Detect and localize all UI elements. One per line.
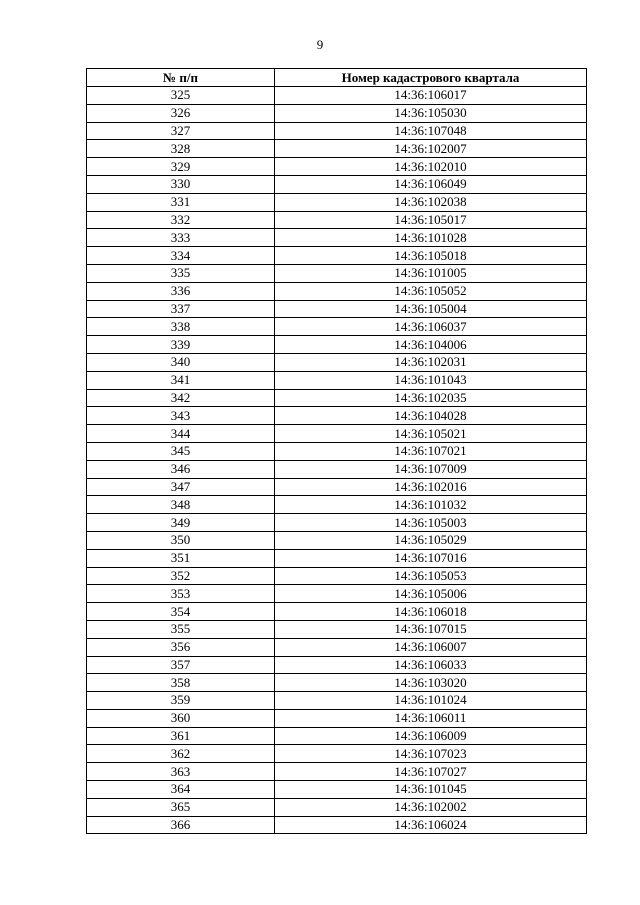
table-row <box>87 585 587 603</box>
row-index-cell: 331 <box>87 193 275 211</box>
table-row <box>87 104 587 122</box>
cadastral-number-cell: 14:36:107021 <box>275 442 587 460</box>
row-index-cell: 328 <box>87 140 275 158</box>
cadastral-number-cell: 14:36:101028 <box>275 229 587 247</box>
cadastral-number-cell: 14:36:101045 <box>275 781 587 799</box>
cadastral-number-cell: 14:36:102038 <box>275 193 587 211</box>
table-row <box>87 496 587 514</box>
cadastral-number-cell: 14:36:102010 <box>275 158 587 176</box>
row-index-cell: 344 <box>87 425 275 443</box>
row-index-cell: 334 <box>87 247 275 265</box>
row-index-cell: 339 <box>87 336 275 354</box>
row-index-cell: 345 <box>87 442 275 460</box>
cadastral-number-cell: 14:36:102031 <box>275 353 587 371</box>
row-index-cell: 342 <box>87 389 275 407</box>
table-row <box>87 514 587 532</box>
cadastral-number-cell: 14:36:102002 <box>275 798 587 816</box>
cadastral-number-cell: 14:36:106011 <box>275 709 587 727</box>
table-row <box>87 407 587 425</box>
cadastral-number-cell: 14:36:106009 <box>275 727 587 745</box>
row-index-cell: 359 <box>87 692 275 710</box>
row-index-cell: 332 <box>87 211 275 229</box>
cadastral-number-cell: 14:36:106037 <box>275 318 587 336</box>
table-row <box>87 798 587 816</box>
table-row <box>87 300 587 318</box>
cadastral-number-cell: 14:36:104006 <box>275 336 587 354</box>
row-index-cell: 329 <box>87 158 275 176</box>
table-row <box>87 656 587 674</box>
header-row <box>87 69 587 87</box>
cadastral-number-cell: 14:36:106007 <box>275 638 587 656</box>
cadastral-number-cell: 14:36:105003 <box>275 514 587 532</box>
cadastral-number-cell: 14:36:106017 <box>275 87 587 105</box>
row-index-cell: 353 <box>87 585 275 603</box>
table-row <box>87 193 587 211</box>
table-row <box>87 247 587 265</box>
row-index-cell: 357 <box>87 656 275 674</box>
row-index-cell: 356 <box>87 638 275 656</box>
cadastral-number-cell: 14:36:105018 <box>275 247 587 265</box>
table-row <box>87 674 587 692</box>
row-index-cell: 352 <box>87 567 275 585</box>
row-index-cell: 340 <box>87 353 275 371</box>
row-index-cell: 364 <box>87 781 275 799</box>
cadastral-number-cell: 14:36:105029 <box>275 531 587 549</box>
table-row <box>87 781 587 799</box>
row-index-cell: 349 <box>87 514 275 532</box>
cadastral-number-cell: 14:36:101032 <box>275 496 587 514</box>
row-index-cell: 343 <box>87 407 275 425</box>
row-index-cell: 335 <box>87 264 275 282</box>
cadastral-number-cell: 14:36:106033 <box>275 656 587 674</box>
cadastral-number-cell: 14:36:101024 <box>275 692 587 710</box>
table-row <box>87 336 587 354</box>
table-row <box>87 816 587 834</box>
row-index-cell: 354 <box>87 603 275 621</box>
cadastral-number-cell: 14:36:107015 <box>275 620 587 638</box>
cadastral-number-cell: 14:36:105021 <box>275 425 587 443</box>
table-row <box>87 603 587 621</box>
row-index-cell: 347 <box>87 478 275 496</box>
table-row <box>87 389 587 407</box>
row-index-cell: 363 <box>87 763 275 781</box>
row-index-cell: 362 <box>87 745 275 763</box>
row-index-cell: 326 <box>87 104 275 122</box>
table-row <box>87 727 587 745</box>
row-index-cell: 333 <box>87 229 275 247</box>
table-row <box>87 425 587 443</box>
table-row <box>87 229 587 247</box>
cadastral-number-cell: 14:36:105030 <box>275 104 587 122</box>
table-row <box>87 211 587 229</box>
row-index-cell: 358 <box>87 674 275 692</box>
table-row <box>87 638 587 656</box>
row-index-cell: 341 <box>87 371 275 389</box>
table-row <box>87 567 587 585</box>
row-index-cell: 346 <box>87 460 275 478</box>
table-row <box>87 745 587 763</box>
table-row <box>87 318 587 336</box>
cadastral-number-cell: 14:36:107027 <box>275 763 587 781</box>
row-index-cell: 350 <box>87 531 275 549</box>
table-row <box>87 87 587 105</box>
cadastral-number-cell: 14:36:105017 <box>275 211 587 229</box>
row-index-cell: 330 <box>87 175 275 193</box>
cadastral-number-cell: 14:36:105004 <box>275 300 587 318</box>
row-index-cell: 338 <box>87 318 275 336</box>
table-row <box>87 122 587 140</box>
cadastral-number-cell: 14:36:106024 <box>275 816 587 834</box>
cadastral-quarters-table <box>86 68 587 834</box>
row-index-cell: 361 <box>87 727 275 745</box>
row-index-cell: 348 <box>87 496 275 514</box>
cadastral-number-cell: 14:36:101043 <box>275 371 587 389</box>
cadastral-number-cell: 14:36:103020 <box>275 674 587 692</box>
table-row <box>87 175 587 193</box>
cadastral-number-cell: 14:36:104028 <box>275 407 587 425</box>
row-index-cell: 325 <box>87 87 275 105</box>
row-index-cell: 327 <box>87 122 275 140</box>
table-header <box>87 69 587 87</box>
cadastral-number-cell: 14:36:107048 <box>275 122 587 140</box>
cadastral-number-cell: 14:36:102016 <box>275 478 587 496</box>
table-row <box>87 353 587 371</box>
table-row <box>87 158 587 176</box>
table-row <box>87 620 587 638</box>
table-row <box>87 442 587 460</box>
cadastral-number-cell: 14:36:101005 <box>275 264 587 282</box>
cadastral-number-cell: 14:36:105006 <box>275 585 587 603</box>
row-index-cell: 360 <box>87 709 275 727</box>
cadastral-number-cell: 14:36:106049 <box>275 175 587 193</box>
table-row <box>87 549 587 567</box>
column-header-cadastral-number: Номер кадастрового квартала <box>275 69 587 87</box>
table-body <box>87 87 587 834</box>
table-row <box>87 709 587 727</box>
table-row <box>87 692 587 710</box>
table-row <box>87 371 587 389</box>
cadastral-number-cell: 14:36:106018 <box>275 603 587 621</box>
page-number: 9 <box>316 37 324 52</box>
column-header-index: № п/п <box>87 69 275 87</box>
table-row <box>87 282 587 300</box>
cadastral-number-cell: 14:36:102035 <box>275 389 587 407</box>
row-index-cell: 337 <box>87 300 275 318</box>
cadastral-number-cell: 14:36:102007 <box>275 140 587 158</box>
row-index-cell: 336 <box>87 282 275 300</box>
table-row <box>87 140 587 158</box>
cadastral-number-cell: 14:36:107016 <box>275 549 587 567</box>
cadastral-number-cell: 14:36:105053 <box>275 567 587 585</box>
cadastral-number-cell: 14:36:107009 <box>275 460 587 478</box>
cadastral-number-cell: 14:36:107023 <box>275 745 587 763</box>
row-index-cell: 365 <box>87 798 275 816</box>
table-row <box>87 460 587 478</box>
row-index-cell: 351 <box>87 549 275 567</box>
table-row <box>87 763 587 781</box>
cadastral-number-cell: 14:36:105052 <box>275 282 587 300</box>
table-row <box>87 531 587 549</box>
table-row <box>87 478 587 496</box>
row-index-cell: 366 <box>87 816 275 834</box>
table-row <box>87 264 587 282</box>
row-index-cell: 355 <box>87 620 275 638</box>
